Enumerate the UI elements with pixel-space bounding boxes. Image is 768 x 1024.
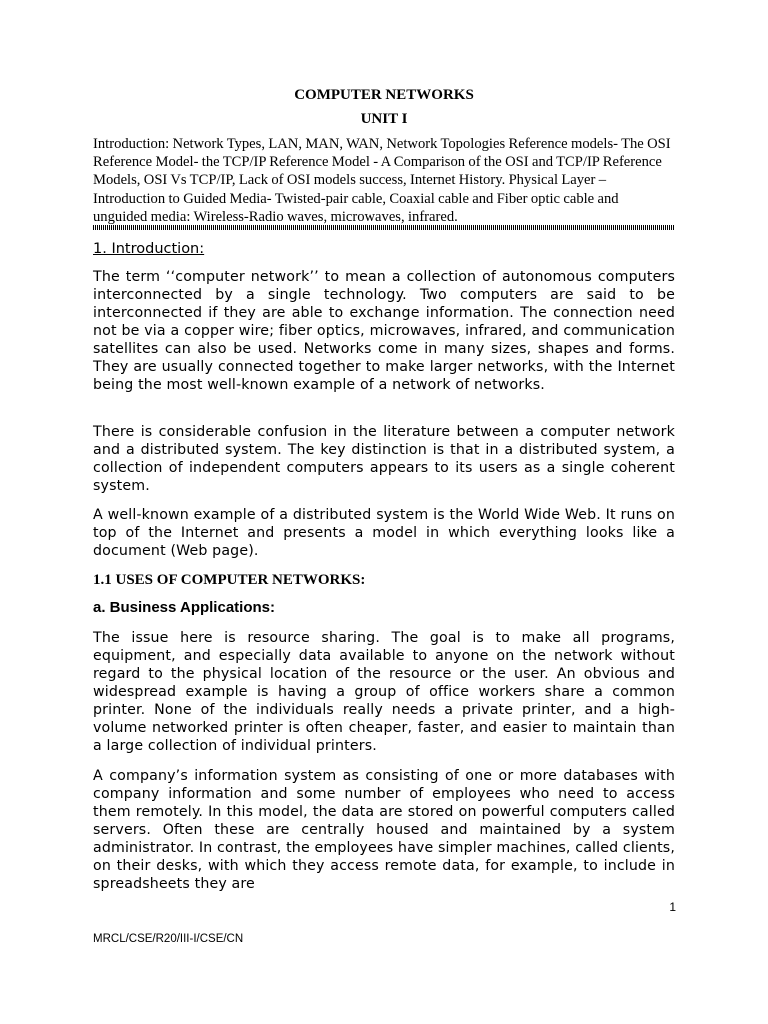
page-number: 1 bbox=[669, 900, 676, 914]
uses-heading: 1.1 USES OF COMPUTER NETWORKS: bbox=[93, 572, 366, 588]
business-applications-heading: a. Business Applications: bbox=[93, 599, 275, 616]
paragraph: A company’s information system as consisting of one or more databases with company information and some number of employees who need to access them remotely. In this model, the data are stored on powerful computers called servers. Often these are centrally housed and maintained by a system administrator. In contrast, the employees have simpler machines, called clients, on their desks, with which they access remote data, for example, to include in spreadsheets they are bbox=[93, 768, 675, 892]
paragraph: A well-known example of a distributed system is the World Wide Web. It runs on top of the Internet and presents a model in which everything looks like a document (Web page). bbox=[93, 507, 675, 559]
paragraph: The term ‘‘computer network’’ to mean a collection of autonomous computers interconnected by a single technology. Two computers are said to be interconnected if they are able to exchange information. The connection need not be via a copper wire; fiber optics, microwaves, infrared, and communication satellites can also be used. Networks come in many sizes, shapes and forms. They are usually connected together to make larger networks, with the Internet being the most well-known example of a network of networks. bbox=[93, 269, 675, 393]
paragraph: There is considerable confusion in the literature between a computer network and a distributed system. The key distinction is that in a distributed system, a collection of independent computers appears to its users as a single coherent system. bbox=[93, 424, 675, 494]
unit-title: UNIT I bbox=[360, 111, 408, 127]
syllabus-summary: Introduction: Network Types, LAN, MAN, WAN, Network Topologies Reference models- The OSI Reference Model- the TCP/IP Reference Model - A Comparison of the OSI and TCP/IP Reference Models, OSI Vs TCP/IP, Lack of OSI models success, Internet History. Physical Layer –Introduction to Guided Media- Twisted-pair cable, Coaxial cable and Fiber optic cable and unguided media: Wireless-Radio waves, microwaves, infrared. bbox=[93, 136, 671, 225]
introduction-heading: 1. Introduction: bbox=[93, 241, 205, 257]
section-divider bbox=[93, 225, 675, 230]
document-title: COMPUTER NETWORKS bbox=[294, 87, 474, 103]
footer-reference: MRCL/CSE/R20/III-I/CSE/CN bbox=[93, 933, 244, 945]
paragraph: The issue here is resource sharing. The goal is to make all programs, equipment, and especially data available to anyone on the network without regard to the physical location of the resource or the user. An obvious and widespread example is having a group of office workers share a common printer. None of the individuals really needs a private printer, and a high-volume networked printer is often cheaper, faster, and easier to maintain than a large collection of individual printers. bbox=[93, 630, 675, 754]
